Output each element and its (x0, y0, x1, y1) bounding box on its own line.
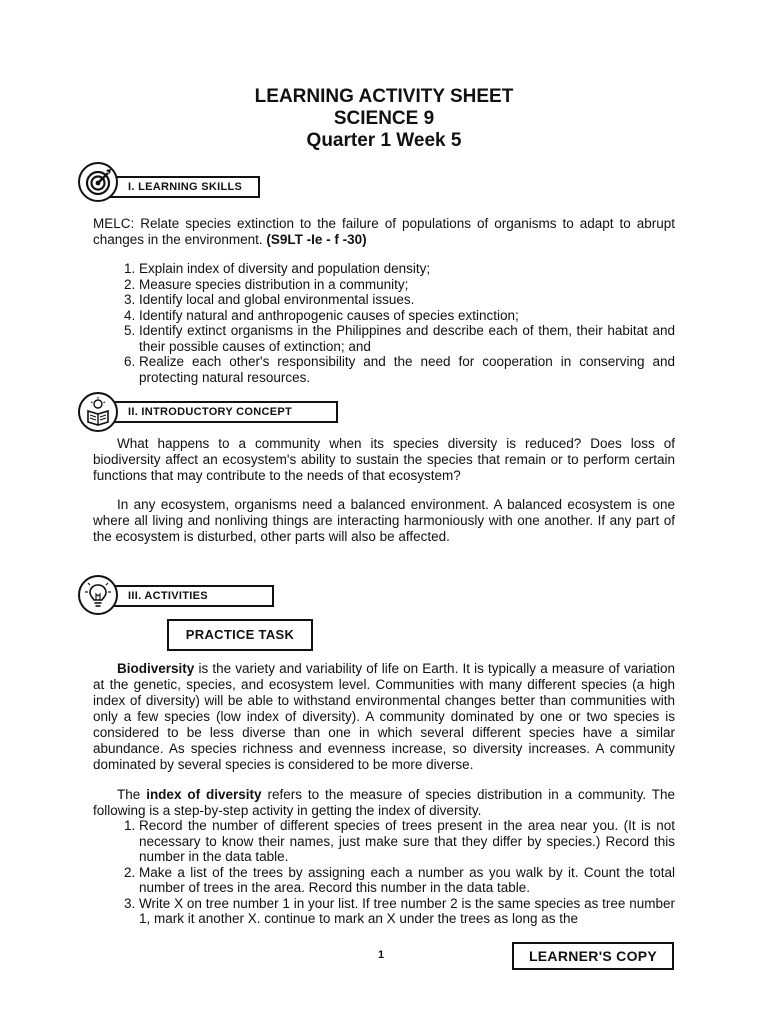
biodiversity-paragraph: Biodiversity is the variety and variability of life on Earth. It is typically a measure of variation at the genetic, species, and ecosystem level. Communities with many different species (a high index of diversity) will be able to withstand environmental changes better than communities with only a few species (low index of diversity). A community dominated by one or two species is considered to be less diverse than one in which several different species have a similar abundance. As species richness and evenness increase, so diversity increases. A community dominated by several species is considered to be more diverse. (93, 661, 675, 772)
section-activities: III. ACTIVITIES (106, 585, 274, 607)
list-item: 2. Make a list of the trees by assigning each a number as you walk by it. Count the total number of trees in the area. Record this number in the data table. (139, 865, 675, 896)
list-item: 3. Write X on tree number 1 in your list. If tree number 2 is the same species as tree number 1, mark it another X. continue to mark an X under the trees as long as the (139, 896, 675, 927)
quarter-week: Quarter 1 Week 5 (306, 130, 462, 151)
list-item: 4. Identify natural and anthropogenic causes of species extinction; (139, 308, 675, 324)
index-of-diversity-paragraph: The index of diversity refers to the measure of species distribution in a community. The following is a step-by-step activity in getting the index of diversity. (93, 787, 675, 818)
learning-skills-list (93, 261, 675, 385)
procedure-steps-list (93, 818, 675, 927)
section-introductory-concept: II. INTRODUCTORY CONCEPT (106, 401, 338, 423)
subject-title: SCIENCE 9 (333, 108, 435, 129)
target-icon (78, 162, 118, 202)
book-lightbulb-icon (78, 392, 118, 432)
list-item: 3. Identify local and global environmental issues. (139, 292, 675, 308)
list-item: 6. Realize each other's responsibility and the need for cooperation in conserving and protecting natural resources. (139, 354, 675, 385)
list-item: 2. Measure species distribution in a community; (139, 277, 675, 293)
intro-paragraph-2: In any ecosystem, organisms need a balanced environment. A balanced ecosystem is one where all living and nonliving things are interacting harmoniously with one another. If any part of the ecosystem is disturbed, other parts will also be affected. (93, 497, 675, 544)
practice-task-heading: PRACTICE TASK (167, 619, 313, 651)
lightbulb-icon (78, 575, 118, 615)
learners-copy-label: LEARNER'S COPY (512, 942, 674, 970)
sheet-title: LEARNING ACTIVITY SHEET (254, 86, 514, 107)
list-item: 1. Record the number of different species of trees present in the area near you. (It is not necessary to know their names, just make sure that they differ by species.) Record this number in the data table. (139, 818, 675, 865)
section-learning-skills: I. LEARNING SKILLS (106, 176, 260, 198)
list-item: 1. Explain index of diversity and population density; (139, 261, 675, 277)
intro-paragraph-1: What happens to a community when its species diversity is reduced? Does loss of biodiversity affect an ecosystem's ability to sustain the species that remain or to perform certain functions that may contribute to the needs of that ecosystem? (93, 436, 675, 483)
list-item: 5. Identify extinct organisms in the Philippines and describe each of them, their habitat and their possible causes of extinction; and (139, 323, 675, 354)
page-number: 1 (378, 949, 385, 961)
melc-statement: MELC: Relate species extinction to the failure of populations of organisms to adapt to abrupt changes in the environment. (S9LT -Ie - f -30) (93, 216, 675, 247)
